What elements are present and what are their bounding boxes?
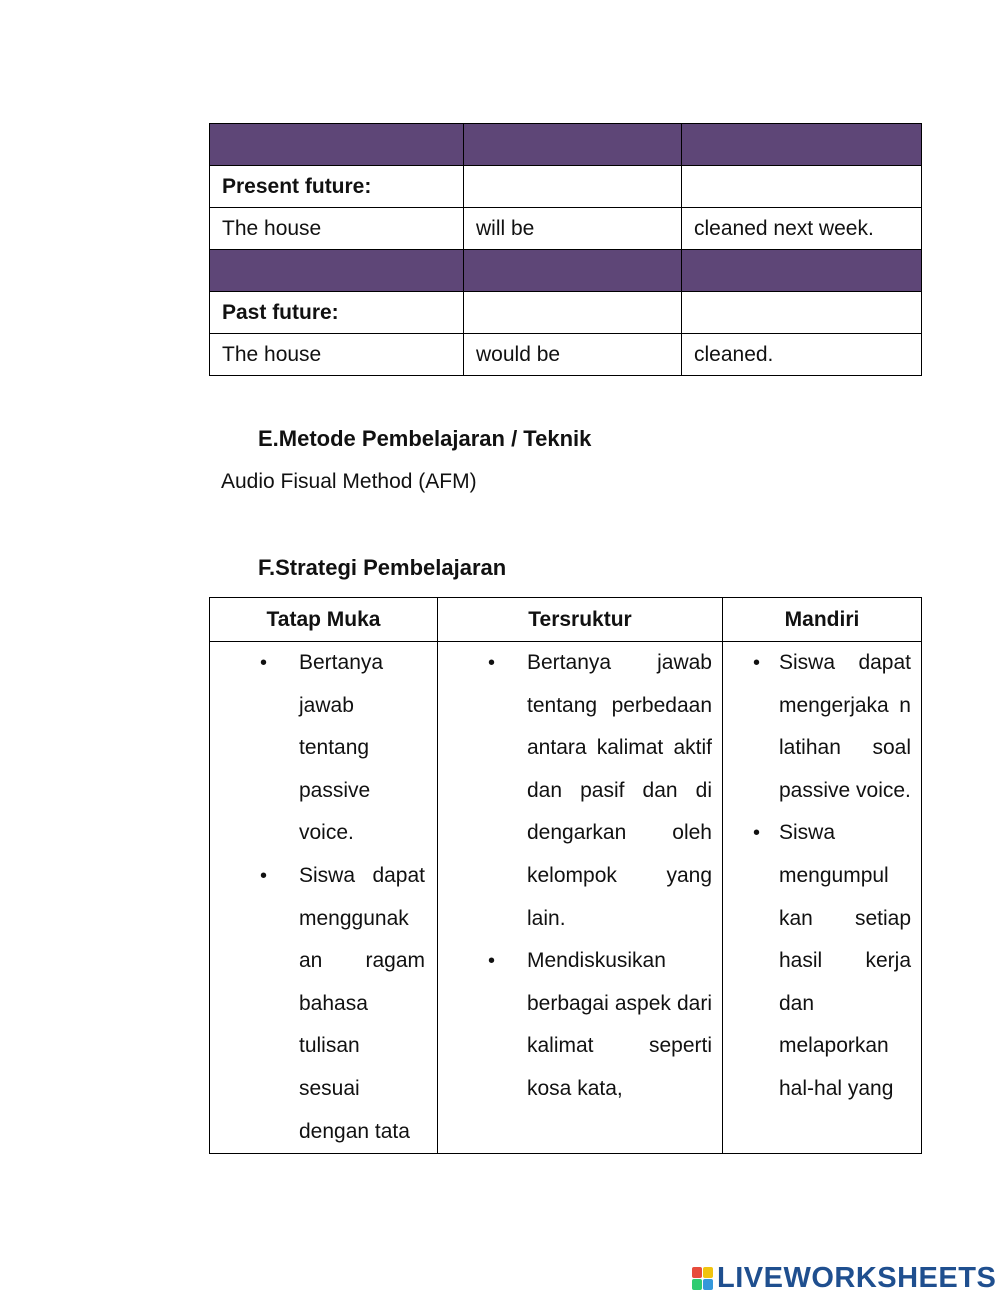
bullet-icon: • [488, 950, 496, 973]
table-cell: cleaned. [682, 334, 922, 376]
mandiri-cell [723, 642, 922, 1154]
tatap-muka-cell [210, 642, 438, 1154]
table-cell: will be [464, 208, 682, 250]
tense-table [209, 123, 922, 376]
table-cell [210, 124, 464, 166]
logo-text: LIVEWORKSHEETS [717, 1262, 997, 1294]
bullet-icon: • [260, 864, 268, 887]
table-row [210, 334, 922, 376]
list-item-text: Bertanya jawab tentang passive voice. [299, 651, 384, 845]
bullet-icon: • [260, 652, 268, 674]
list-item-text: Bertanya jawab tentang perbedaan antara kalimat aktif dan pasif dan di dengarkan oleh kelompok yang lain. [527, 651, 712, 930]
table-cell: The house [210, 208, 464, 250]
list-item [723, 812, 921, 1110]
table-band-row [210, 124, 922, 166]
table-row [210, 208, 922, 250]
list-item-text: Siswa dapat menggunak an ragam bahasa tulisan sesuai dengan tata [299, 863, 425, 1143]
table-cell [210, 250, 464, 292]
table-cell: cleaned next week. [682, 208, 922, 250]
table-header-row [210, 598, 922, 642]
table-cell [464, 250, 682, 292]
list-item-text: Siswa dapat mengerjaka n latihan soal passive voice. [779, 651, 911, 802]
table-cell: would be [464, 334, 682, 376]
list-item [723, 642, 921, 812]
table-row [210, 642, 922, 1154]
list-item-text: Mendiskusikan berbagai aspek dari kalimat seperti kosa kata, [527, 949, 712, 1100]
list-item-text: Siswa mengumpul kan setiap hasil kerja dan melaporkan hal-hal yang [779, 821, 911, 1100]
tense-label: Present future: [210, 166, 464, 208]
table-cell [682, 292, 922, 334]
table-band-row [210, 250, 922, 292]
table-cell [682, 250, 922, 292]
table-row [210, 292, 922, 334]
section-e-heading: E.Metode Pembelajaran / Teknik [258, 426, 592, 451]
column-header-mandiri: Mandiri [723, 598, 922, 642]
tense-label: Past future: [210, 292, 464, 334]
column-header-tatap-muka: Tatap Muka [210, 598, 438, 642]
table-cell: The house [210, 334, 464, 376]
list-item [438, 940, 722, 1110]
bullet-icon: • [488, 652, 496, 674]
table-cell [682, 124, 922, 166]
list-item [210, 855, 437, 1153]
bullet-icon: • [753, 652, 761, 674]
section-f-heading: F.Strategi Pembelajaran [258, 555, 507, 580]
bullet-icon: • [753, 822, 761, 845]
strategy-table [209, 597, 922, 1154]
section-e-body: Audio Fisual Method (AFM) [221, 470, 477, 493]
column-header-tersruktur: Tersruktur [438, 598, 723, 642]
table-row [210, 166, 922, 208]
list-item [438, 642, 722, 940]
list-item [210, 642, 437, 855]
logo-blocks-icon [692, 1267, 713, 1290]
table-cell [464, 166, 682, 208]
tersruktur-cell [438, 642, 723, 1154]
table-cell [682, 166, 922, 208]
liveworksheets-logo[interactable] [692, 1262, 996, 1295]
table-cell [464, 124, 682, 166]
table-cell [464, 292, 682, 334]
